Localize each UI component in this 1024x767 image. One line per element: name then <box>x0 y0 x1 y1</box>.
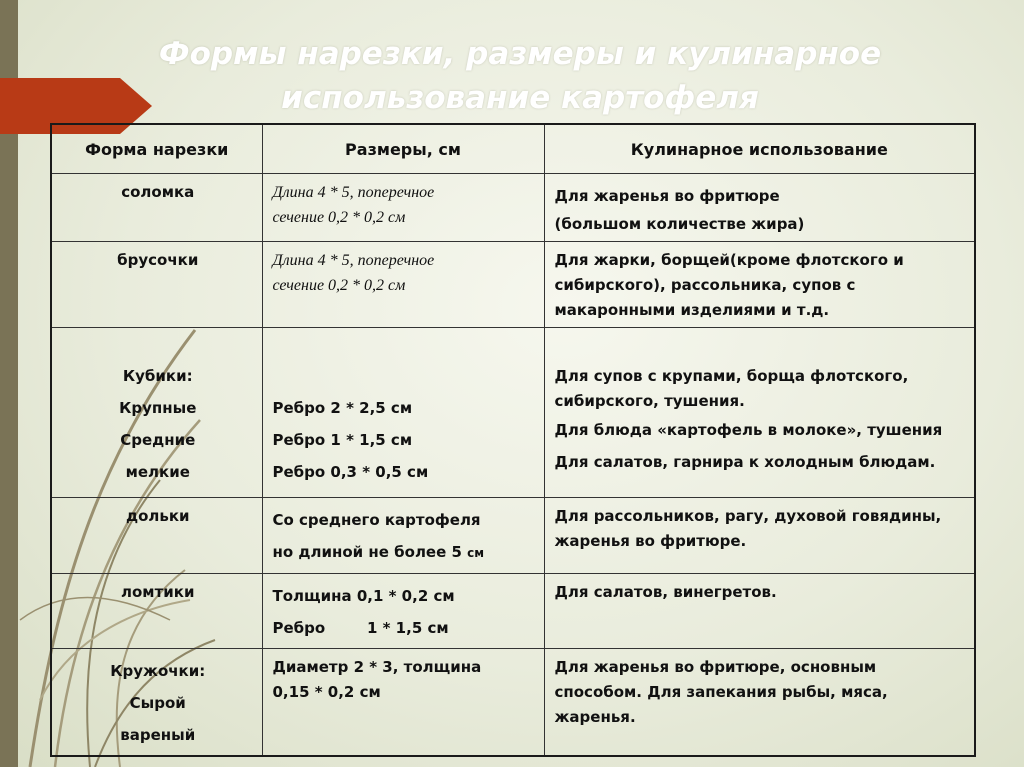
cell-use: Для жаренья во фритюре, основным способом. Для запекания рыбы, мяса, жаренья. <box>544 649 975 757</box>
table-row <box>51 649 975 757</box>
table-row <box>51 498 975 574</box>
header-use: Кулинарное использование <box>544 124 975 174</box>
cell-size: Со среднего картофеля но длиной не более 5 см <box>262 498 544 574</box>
table-row <box>51 328 975 498</box>
title-line-1: Формы нарезки, размеры и кулинарное <box>158 36 882 72</box>
header-form: Форма нарезки <box>51 124 262 174</box>
cell-size: Ребро 2 * 2,5 см Ребро 1 * 1,5 см Ребро 0,3 * 0,5 см <box>262 328 544 498</box>
cell-form: соломка <box>51 174 262 242</box>
table-row <box>51 174 975 242</box>
potato-cuts-table <box>50 123 976 757</box>
cell-size: Диаметр 2 * 3, толщина 0,15 * 0,2 см <box>262 649 544 757</box>
cell-use: Для салатов, винегретов. <box>544 574 975 649</box>
cell-size: Толщина 0,1 * 0,2 см Ребро 1 * 1,5 см <box>262 574 544 649</box>
cell-size: Длина 4 * 5, поперечное сечение 0,2 * 0,2 см <box>262 174 544 242</box>
cell-form: Кубики: Крупные Средние мелкие <box>51 328 262 498</box>
cell-use: Для жаренья во фритюре (большом количестве жира) <box>544 174 975 242</box>
cell-use: Для рассольников, рагу, духовой говядины, жаренья во фритюре. <box>544 498 975 574</box>
cell-form: ломтики <box>51 574 262 649</box>
cell-form: Кружочки: Сырой вареный <box>51 649 262 757</box>
cell-size: Длина 4 * 5, поперечное сечение 0,2 * 0,2 см <box>262 242 544 328</box>
cell-use: Для жарки, борщей(кроме флотского и сибирского), рассольника, супов с макаронными изделиями и т.д. <box>544 242 975 328</box>
title-line-2: использование картофеля <box>281 80 759 116</box>
table-row <box>51 574 975 649</box>
table-header-row <box>51 124 975 174</box>
slide-title <box>110 32 930 120</box>
header-size: Размеры, см <box>262 124 544 174</box>
cell-use: Для супов с крупами, борща флотского, сибирского, тушения. Для блюда «картофель в молоке», тушения Для салатов, гарнира к холодным блюдам. <box>544 328 975 498</box>
table-row <box>51 242 975 328</box>
cell-form: дольки <box>51 498 262 574</box>
cell-form: брусочки <box>51 242 262 328</box>
